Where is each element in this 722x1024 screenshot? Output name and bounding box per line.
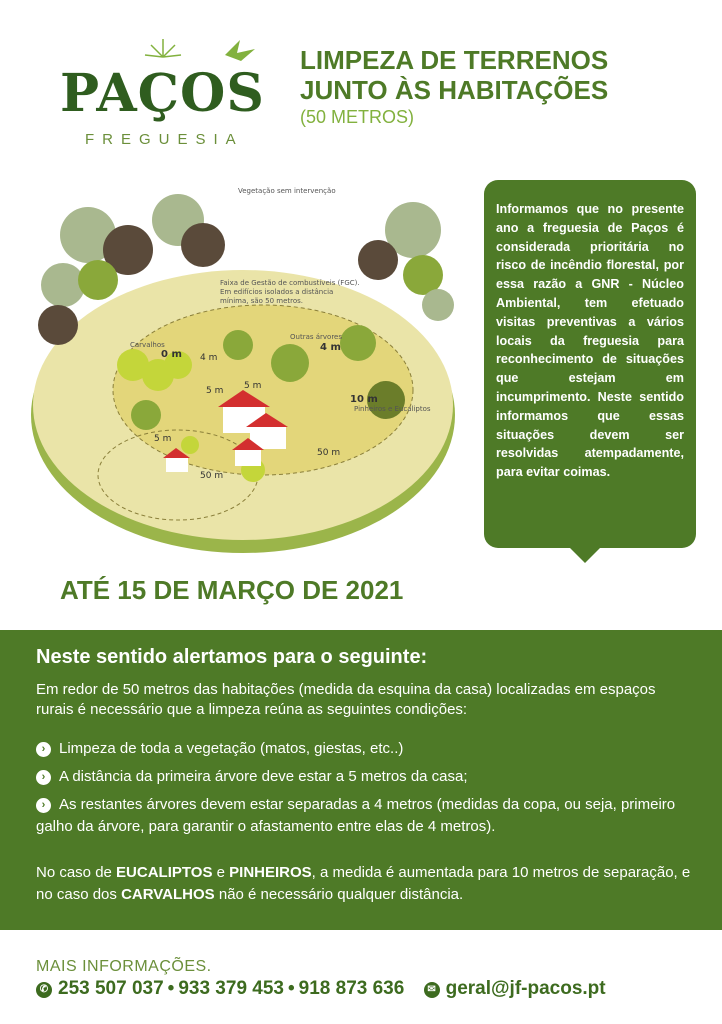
label-pinheiros: Pinheiros e Eucaliptos: [354, 405, 431, 413]
distance-0m: 0 m: [161, 349, 182, 360]
distance-5m-c: 5 m: [154, 434, 172, 444]
chevron-right-icon: ›: [36, 770, 51, 785]
label-fgc-1: Faixa de Gestão de combustíveis (FGC).: [220, 279, 360, 287]
tree-other-1: [223, 330, 253, 360]
distance-10m: 10 m: [350, 394, 378, 405]
list-item: › As restantes árvores devem estar separadas a 4 metros (medidas da copa, ou seja, primeiro galho da árvore, para garantir o afastamento entre elas de 4 metros).: [36, 796, 676, 835]
distance-50m-b: 50 m: [317, 448, 341, 458]
label-outras: Outras árvores: [290, 333, 343, 341]
phone-1[interactable]: 253 507 037: [58, 978, 164, 999]
distance-5m-a: 5 m: [206, 386, 224, 396]
distance-5m-b: 5 m: [244, 381, 262, 391]
chevron-right-icon: ›: [36, 742, 51, 757]
label-untouched: Vegetação sem intervenção: [238, 187, 336, 195]
title-subtitle: (50 METROS): [300, 107, 415, 127]
tree-other-2: [271, 344, 309, 382]
email-icon: ✉: [424, 982, 440, 998]
phone-3[interactable]: 918 873 636: [298, 978, 405, 999]
contact-line: ✆ 253 507 037 • 933 379 453 • 918 873 636 ✉ geral@jf-pacos.pt: [36, 978, 606, 1000]
chevron-right-icon: ›: [36, 798, 51, 813]
tree-other-3: [340, 325, 376, 361]
distance-50m-a: 50 m: [200, 471, 224, 481]
logo-wordmark: PAÇOS: [60, 63, 265, 124]
logo: [55, 35, 265, 155]
label-fgc-2: Em edifícios isolados a distância: [220, 288, 334, 296]
phone-icon: ✆: [36, 982, 52, 998]
alert-section: [0, 630, 722, 930]
info-callout: Informamos que no presente ano a freguesia de Paços é considerada prioritária no risco de incêndio florestal, por essa razão a GNR - Núcleo Ambiental, tem efetuado visitas preventivas a vários locais da freguesia para reconhecimento de situações que estejam em incumprimento. Neste sentido informamos que essas situações devem ser resolvidas atempadamente, para evitar coimas.: [484, 180, 696, 548]
logo-subtitle: FREGUESIA: [85, 131, 244, 148]
alert-heading: Neste sentido alertamos para o seguinte:: [36, 646, 428, 668]
fuel-management-diagram: [28, 175, 478, 560]
contact-label: MAIS INFORMAÇÕES.: [36, 958, 212, 975]
label-fgc-3: mínima, são 50 metros.: [220, 297, 304, 305]
list-item: › Limpeza de toda a vegetação (matos, giestas, etc..): [36, 738, 696, 760]
species-note: No caso de EUCALIPTOS e PINHEIROS, a medida é aumentada para 10 metros de separação, e no caso dos CARVALHOS não é necessário qualquer distância.: [36, 864, 691, 903]
alert-intro: Em redor de 50 metros das habitações (medida da esquina da casa) localizadas em espaços rurais é necessário que a limpeza reúna as seguintes condições:: [36, 681, 656, 718]
tree-small: [181, 436, 199, 454]
title-line-1: LIMPEZA DE TERRENOS: [300, 45, 609, 75]
email-link[interactable]: geral@jf-pacos.pt: [445, 978, 606, 999]
title-line-2: JUNTO ÀS HABITAÇÕES: [300, 75, 609, 105]
callout-pointer: [569, 547, 601, 563]
phone-2[interactable]: 933 379 453: [178, 978, 284, 999]
page-title: [300, 45, 700, 128]
label-carvalhos: Carvalhos: [130, 341, 165, 349]
list-item: › A distância da primeira árvore deve estar a 5 metros da casa;: [36, 766, 696, 788]
deadline: ATÉ 15 DE MARÇO DE 2021: [60, 575, 404, 605]
conditions-list: [36, 738, 696, 844]
distance-4m: 4 m: [200, 353, 218, 363]
distance-4m-outras: 4 m: [320, 342, 341, 353]
